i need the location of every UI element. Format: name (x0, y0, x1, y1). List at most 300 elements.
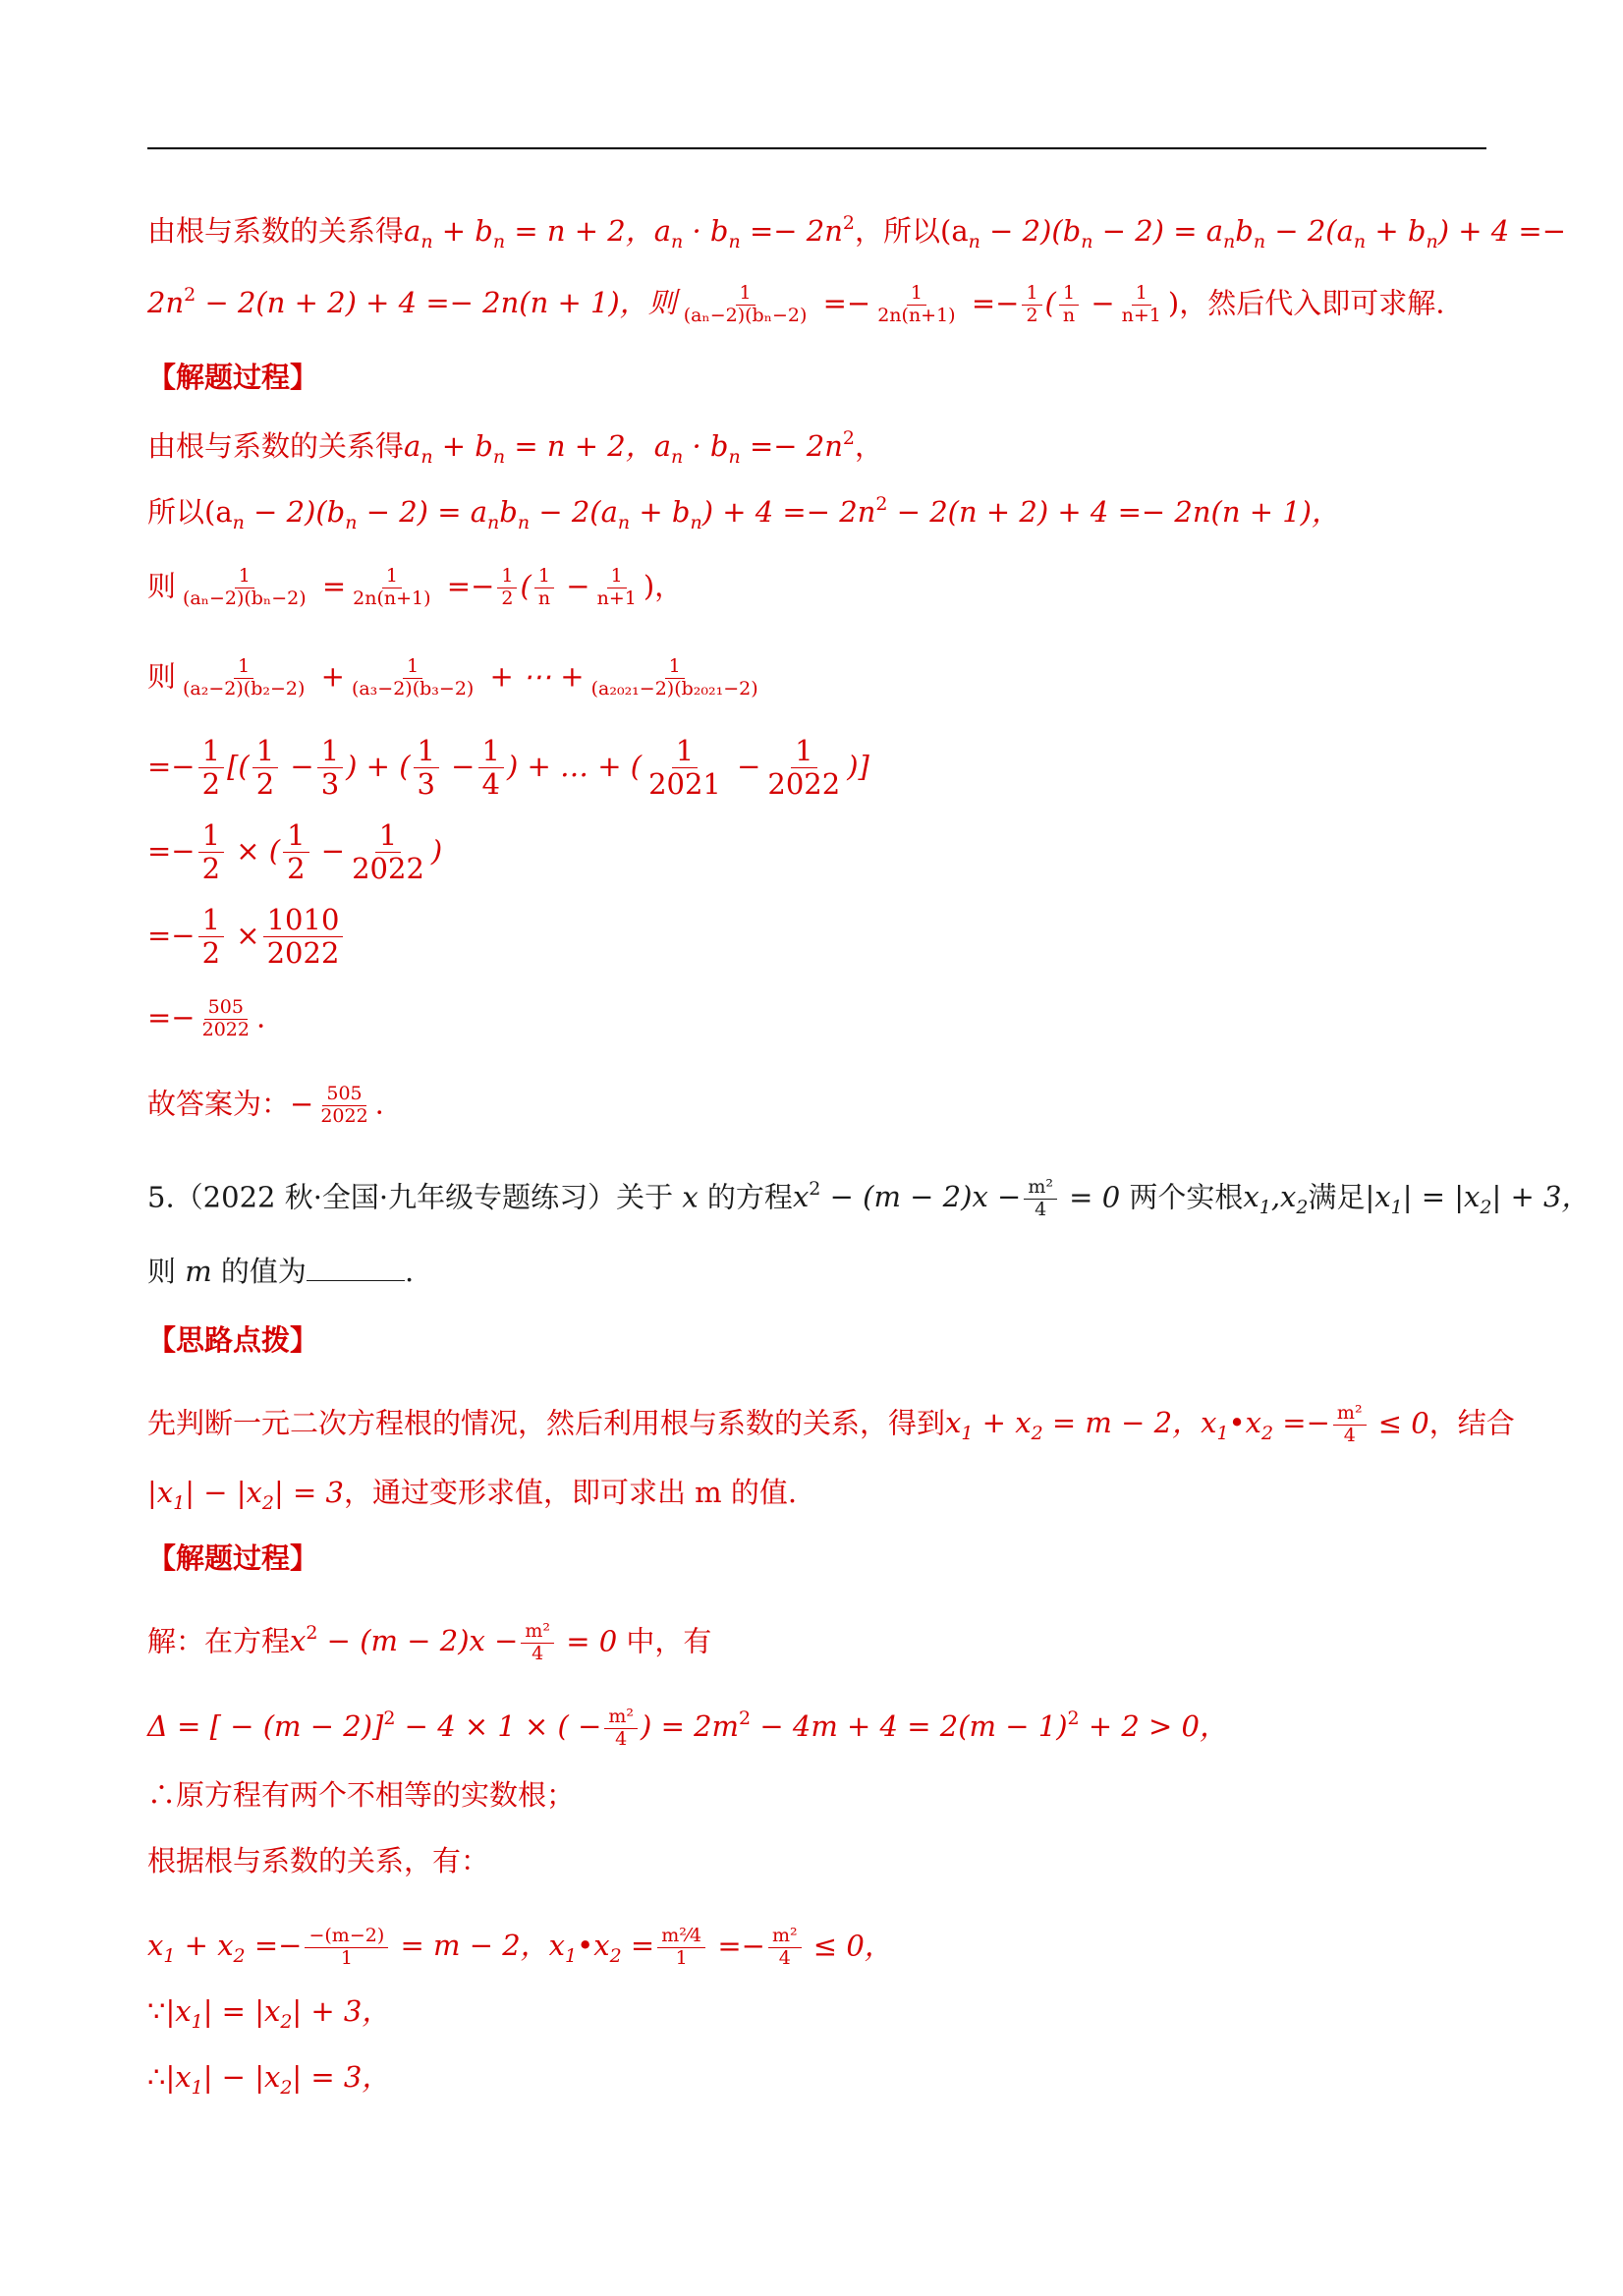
math-expression (641, 1709, 1228, 1743)
math-expression (232, 493, 1341, 533)
fraction-numerator: 1 (414, 735, 439, 768)
fraction-denominator: 1 (675, 1946, 688, 1969)
text-run: − 2)(b (244, 495, 346, 529)
subscript: n (671, 231, 684, 252)
fraction (179, 566, 310, 610)
subscript: n (1253, 231, 1266, 252)
fraction (349, 566, 434, 610)
text: )，然后代入即可求解. (1167, 286, 1445, 320)
fraction (198, 904, 224, 971)
text-run: =− (245, 1929, 303, 1963)
fraction-denominator: 4 (532, 1642, 544, 1664)
subscript: n (492, 231, 506, 252)
text-run: 先判断一元二次方程根的情况，然后利用根与系数的关系，得到 (147, 1406, 946, 1440)
fraction-denominator: (aₙ−2)(bₙ−2) (183, 587, 307, 609)
text-run: + b (630, 495, 691, 529)
subscript: 1 (163, 1945, 176, 1968)
text-run: b (1235, 214, 1254, 248)
text-run: − 2) = a (357, 495, 488, 529)
text: ，所以(a (855, 214, 969, 248)
math-expression: ) + … + ( (506, 749, 643, 783)
fraction-denominator: n (1062, 304, 1076, 326)
math-expression: + (311, 659, 345, 694)
fraction-denominator: 2 (1026, 304, 1038, 326)
fraction (521, 1621, 554, 1665)
math-expression: )] (847, 749, 869, 783)
subscript: 1 (565, 1945, 578, 1968)
text-run: 满足 (1308, 1180, 1366, 1214)
subscript: n (728, 446, 741, 468)
math-expression: = 0 (1059, 1180, 1121, 1214)
text-run: + 2 > 0， (1079, 1709, 1228, 1744)
text-run: a (404, 429, 421, 463)
fraction-denominator: 4 (778, 1946, 791, 1969)
fraction-numerator: 1 (317, 735, 343, 768)
text: 由根与系数的关系得 (147, 214, 405, 248)
text-run: | = |x (202, 1994, 281, 2028)
text-run: = m − 2，x (1042, 1406, 1217, 1440)
math-expression (945, 1406, 1330, 1445)
text-run: |x (147, 1476, 174, 1509)
math-expression (404, 427, 855, 468)
text-run: | − |x (202, 2060, 281, 2094)
fraction-numerator: 1 (234, 656, 253, 679)
fraction-denominator: 2 (501, 587, 514, 609)
subscript: n (420, 231, 433, 252)
text-run: = (621, 1929, 655, 1963)
text-run: 则 (147, 569, 177, 603)
fraction-numerator: 1 (907, 283, 926, 306)
fraction-denominator: n+1 (596, 587, 637, 609)
fraction-numerator: 1 (198, 735, 224, 768)
solution1-line6 (147, 819, 442, 886)
fraction-numerator: m² (1024, 1177, 1057, 1200)
fraction-denominator: 2 (255, 767, 275, 802)
math-expression: − (727, 749, 761, 783)
fraction (1024, 1177, 1057, 1221)
text-run: = n + 2，a (505, 429, 672, 463)
answer-blank[interactable] (307, 1259, 405, 1281)
math-expression: m (185, 1255, 212, 1288)
fraction (179, 656, 308, 700)
text-run: . (374, 1087, 384, 1121)
fraction-numerator: 1 (283, 819, 308, 853)
superscript: 2 (842, 427, 855, 449)
fraction-numerator: 1 (382, 566, 402, 588)
fraction (768, 1926, 802, 1970)
fraction-denominator: n (537, 587, 551, 609)
fraction-denominator: (a₃−2)(b₃−2) (351, 677, 475, 700)
fraction (198, 819, 224, 886)
math-expression (391, 1929, 655, 1968)
text-run: |x (165, 1994, 192, 2028)
fraction (497, 566, 517, 610)
text-run: − (m − 2)x − (820, 1180, 1022, 1214)
fraction-denominator: (aₙ−2)(bₙ−2) (683, 304, 808, 326)
text-run: 5.（2022 秋·全国·九年级专题练习）关于 (147, 1180, 683, 1214)
text-run: =− 2n (740, 429, 843, 463)
text-run: ， (855, 429, 884, 463)
solution1-line1 (147, 429, 883, 467)
superscript: 2 (875, 493, 888, 515)
math (968, 214, 1567, 252)
text-run: ，通过变形求值，即可求出 m 的值. (343, 1476, 798, 1509)
math-expression: =− (147, 1000, 196, 1035)
subscript: 2 (609, 1945, 622, 1968)
fraction (593, 566, 641, 610)
math-expression: = (312, 569, 347, 603)
fraction-numerator: 1 (736, 283, 756, 306)
fraction-denominator: 3 (320, 767, 340, 802)
header-rule (147, 147, 1486, 149)
math-expression: − (311, 833, 346, 868)
fraction-numerator: 1 (791, 735, 816, 768)
text-run: x (290, 1624, 307, 1658)
fraction-denominator: 4 (481, 767, 500, 802)
fraction (348, 819, 428, 886)
subscript: 1 (1390, 1197, 1403, 1219)
solution2-line2 (147, 1707, 1228, 1751)
hint1-line2 (147, 283, 1444, 327)
subscript: 1 (1216, 1423, 1229, 1445)
subscript: n (345, 512, 358, 533)
subscript: 2 (280, 2011, 293, 2033)
math-expression: + ⋯ + (480, 659, 585, 694)
math-expression: =− (437, 569, 495, 603)
fraction-denominator: 2022 (201, 1018, 250, 1040)
text-run: . (404, 1255, 415, 1288)
math: − (1082, 286, 1115, 320)
fraction-numerator: 1 (235, 566, 254, 588)
text-run: 解：在方程 (147, 1624, 291, 1658)
text-run: 故答案为：− (147, 1087, 314, 1121)
text-run: ) = 2m (641, 1709, 740, 1744)
math-expression (165, 2060, 391, 2099)
hint2-line2 (147, 1476, 798, 1514)
subscript: n (492, 446, 506, 468)
solution2-line1 (147, 1621, 711, 1665)
text-run: 两个实根 (1120, 1180, 1244, 1214)
math-expression: [( (227, 749, 250, 783)
subscript: 1 (191, 2077, 203, 2099)
subscript: 2 (1480, 1197, 1492, 1219)
subscript: n (517, 512, 531, 533)
text-run: Δ = [ − (m − 2)] (147, 1709, 384, 1744)
math-expression: = 0 (557, 1624, 618, 1658)
text-run: | − |x (185, 1476, 262, 1509)
math-expression (165, 1994, 391, 2033)
subscript: 1 (173, 1492, 186, 1514)
hint2-line1 (147, 1403, 1515, 1447)
hint1-line1 (147, 214, 1566, 252)
fraction (283, 819, 308, 886)
text-run: ,x (1270, 1180, 1297, 1214)
superscript: 2 (1067, 1708, 1080, 1730)
solution1-line4 (147, 656, 765, 700)
math-expression: − (557, 569, 590, 603)
text-run: − 2(n + 2) + 4 =− 2n(n + 1)， (887, 495, 1341, 529)
fraction (348, 656, 477, 700)
fraction-numerator: 1 (403, 656, 422, 679)
text-run: − 4 × 1 × ( − (395, 1709, 602, 1744)
fraction-numerator: m² (768, 1926, 802, 1948)
text-run: 由根与系数的关系得 (147, 429, 405, 463)
fraction-denominator: 2022 (352, 852, 424, 886)
section-heading-solution-2: 【解题过程】 (147, 1541, 319, 1575)
fraction-denominator: 4 (1343, 1424, 1356, 1446)
math-expression (290, 1624, 518, 1657)
fraction-denominator: 2022 (320, 1104, 368, 1127)
fraction-denominator: 2 (201, 852, 221, 886)
text-run: •x (577, 1929, 610, 1963)
superscript: 2 (184, 284, 196, 307)
text-run: a (404, 214, 421, 248)
math-expression (147, 1929, 303, 1968)
fraction (1059, 283, 1079, 327)
math-expression (147, 1709, 601, 1743)
subscript: 2 (1296, 1197, 1309, 1219)
fraction-denominator: 4 (615, 1727, 628, 1750)
fraction-numerator: 1 (534, 566, 554, 588)
text-run: 的值为 (211, 1255, 307, 1288)
text-run: ) + 4 =− (1437, 214, 1567, 248)
subscript: n (690, 512, 702, 533)
math-expression (1365, 1180, 1591, 1219)
math-expression: − (281, 749, 314, 783)
text-run: 所以(a (147, 495, 233, 529)
solution2-line6 (147, 1994, 391, 2033)
fraction (588, 656, 762, 700)
fraction-numerator: −(m−2) (305, 1926, 388, 1948)
text-run: | = 3， (292, 2060, 391, 2094)
fraction (252, 735, 278, 802)
subscript: n (1223, 231, 1236, 252)
section-heading-hint: 【思路点拨】 (147, 1323, 319, 1357)
text-run: =− 2n (740, 214, 843, 248)
subscript: 1 (961, 1423, 974, 1445)
subscript: n (232, 512, 245, 533)
math-expression (147, 1476, 344, 1514)
fraction-denominator: 3 (417, 767, 435, 802)
text-run: = m − 2，x (391, 1929, 566, 1963)
text-run: ，结合 (1428, 1406, 1515, 1440)
fraction-numerator: m² (604, 1707, 638, 1729)
math (147, 286, 677, 319)
text-run: − 2(n + 2) + 4 =− 2n(n + 1)，则 (196, 286, 677, 320)
text-run: 根据根与系数的关系，有： (147, 1844, 490, 1877)
fraction (478, 735, 504, 802)
fraction-denominator: 2 (201, 767, 221, 802)
subscript: n (1426, 231, 1438, 252)
text-run: ∵ (147, 1994, 166, 2028)
text-run: − 2)(b (979, 214, 1082, 248)
subscript: 2 (1261, 1423, 1274, 1445)
subscript: n (968, 231, 980, 252)
subscript: 1 (1259, 1197, 1271, 1219)
fraction-numerator: 1 (665, 656, 685, 679)
math-expression: − (441, 749, 476, 783)
text-run: 则 (147, 1255, 186, 1288)
math-expression: =− (708, 1929, 765, 1963)
fraction (1022, 283, 1041, 327)
text-run: + b (432, 429, 493, 463)
fraction (657, 1926, 705, 1970)
fraction-denominator: 2022 (767, 767, 841, 802)
fraction-numerator: m²⁄4 (657, 1926, 705, 1948)
fraction-numerator: 1 (198, 819, 224, 853)
fraction-numerator: m² (521, 1621, 554, 1644)
text-run: | + 3， (292, 1994, 391, 2028)
superscript: 2 (383, 1708, 396, 1730)
subscript: 1 (191, 2011, 203, 2033)
fraction (198, 997, 253, 1041)
text-run: ∴原方程有两个不相等的实数根； (147, 1778, 576, 1812)
fraction-denominator: 4 (1035, 1198, 1047, 1220)
subscript: n (1353, 231, 1367, 252)
text-run: − 4m + 4 = 2(m − 1) (751, 1709, 1068, 1744)
math-expression: ) + ( (346, 749, 411, 783)
text-run: 中，有 (617, 1624, 712, 1658)
question5-line2 (147, 1255, 415, 1288)
text-run: − 2(a (1265, 214, 1354, 248)
math: =− (813, 286, 871, 320)
fraction-numerator: 1 (198, 904, 224, 937)
answer-line (147, 1084, 384, 1128)
math: =− (962, 286, 1020, 320)
fraction-denominator: 2021 (648, 767, 721, 802)
text-run: )， (643, 569, 684, 603)
math-expression: ( (520, 569, 532, 603)
text-run: x (792, 1180, 810, 1214)
fraction-numerator: 1 (1022, 283, 1041, 306)
math: ( (1044, 286, 1056, 320)
fraction (644, 735, 725, 802)
fraction-denominator: 2n(n+1) (877, 304, 956, 326)
solution1-line2 (147, 495, 1340, 532)
fraction-denominator: 2 (201, 936, 221, 971)
math-expression: × (227, 918, 260, 952)
solution2-line4 (147, 1844, 490, 1877)
subscript: 2 (1031, 1423, 1043, 1445)
fraction-denominator: 1 (340, 1946, 353, 1969)
fraction (763, 735, 844, 802)
math-expression: ≤ 0 (1369, 1406, 1429, 1440)
fraction (263, 904, 344, 971)
text-run: x (945, 1406, 962, 1440)
fraction-denominator: 2n(n+1) (353, 587, 431, 609)
subscript: n (617, 512, 631, 533)
fraction (414, 735, 439, 802)
text-run: 的方程 (698, 1180, 793, 1214)
text-run: |x (1365, 1180, 1391, 1214)
text-run: 2n (147, 286, 185, 320)
subscript: n (728, 231, 741, 252)
subscript: n (420, 446, 433, 468)
text-run: ∴ (147, 2060, 166, 2094)
fraction-numerator: 1 (497, 566, 517, 588)
math (404, 212, 855, 252)
text-run: · b (683, 214, 729, 248)
fraction-denominator: n+1 (1121, 304, 1161, 326)
text-run: | = 3 (273, 1476, 344, 1509)
solution2-line7 (147, 2060, 391, 2099)
math-expression: x (682, 1180, 699, 1214)
solution1-line5 (147, 735, 869, 802)
subscript: 2 (261, 1492, 274, 1514)
text-run: + x (175, 1929, 234, 1963)
fraction-numerator: 1 (375, 819, 401, 853)
fraction (198, 735, 224, 802)
fraction-numerator: 505 (204, 997, 248, 1020)
subscript: 2 (233, 1945, 246, 1968)
superscript: 2 (306, 1622, 318, 1645)
superscript: 2 (739, 1708, 752, 1730)
fraction (1118, 283, 1165, 327)
math-expression: =− (147, 833, 196, 868)
math-expression: × ( (227, 833, 281, 868)
fraction-numerator: 505 (322, 1084, 365, 1106)
fraction (873, 283, 959, 327)
text-run: · b (683, 429, 729, 463)
fraction (1333, 1403, 1367, 1447)
fraction-numerator: m² (1333, 1403, 1367, 1426)
text-run: − 2(a (530, 495, 618, 529)
fraction-numerator: 1 (672, 735, 698, 768)
fraction (534, 566, 554, 610)
subscript: n (487, 512, 500, 533)
math-expression (1243, 1180, 1309, 1219)
fraction-numerator: 1 (607, 566, 627, 588)
section-heading-solution: 【解题过程】 (147, 361, 319, 394)
superscript: 2 (842, 212, 855, 234)
solution2-line3 (147, 1778, 576, 1812)
fraction-numerator: 1 (1132, 283, 1151, 306)
fraction (680, 283, 812, 327)
text-run: x (147, 1929, 164, 1963)
fraction-numerator: 1 (252, 735, 278, 768)
text-run: ) + 4 =− 2n (701, 495, 876, 529)
text-run: b (499, 495, 518, 529)
fraction (305, 1926, 388, 1970)
text-run: . (255, 1000, 266, 1035)
fraction-denominator: (a₂₀₂₁−2)(b₂₀₂₁−2) (590, 677, 758, 700)
text-run: − 2) = a (1092, 214, 1224, 248)
solution1-line8 (147, 997, 265, 1041)
subscript: 2 (280, 2077, 293, 2099)
text-run: + b (432, 214, 493, 248)
solution1-line3 (147, 566, 683, 610)
text-run: 则 (147, 659, 177, 694)
text-run: = n + 2，a (505, 214, 672, 248)
fraction-numerator: 1010 (263, 904, 344, 937)
text-run: x (1243, 1180, 1259, 1214)
math-expression (793, 1180, 1021, 1213)
fraction (317, 735, 343, 802)
question5-line1 (147, 1177, 1590, 1221)
text-run: + x (973, 1406, 1032, 1440)
subscript: n (671, 446, 684, 468)
text-run: |x (165, 2060, 192, 2094)
text-run: | + 3， (1491, 1180, 1591, 1214)
text-run: | = |x (1402, 1180, 1481, 1214)
superscript: 2 (809, 1178, 821, 1201)
math-expression: ) (430, 833, 443, 868)
fraction-denominator: (a₂−2)(b₂−2) (183, 677, 306, 700)
solution2-line5 (147, 1926, 893, 1970)
text-run: − (m − 2)x − (317, 1624, 519, 1658)
fraction (316, 1084, 371, 1128)
text-run: =− (1273, 1406, 1330, 1440)
